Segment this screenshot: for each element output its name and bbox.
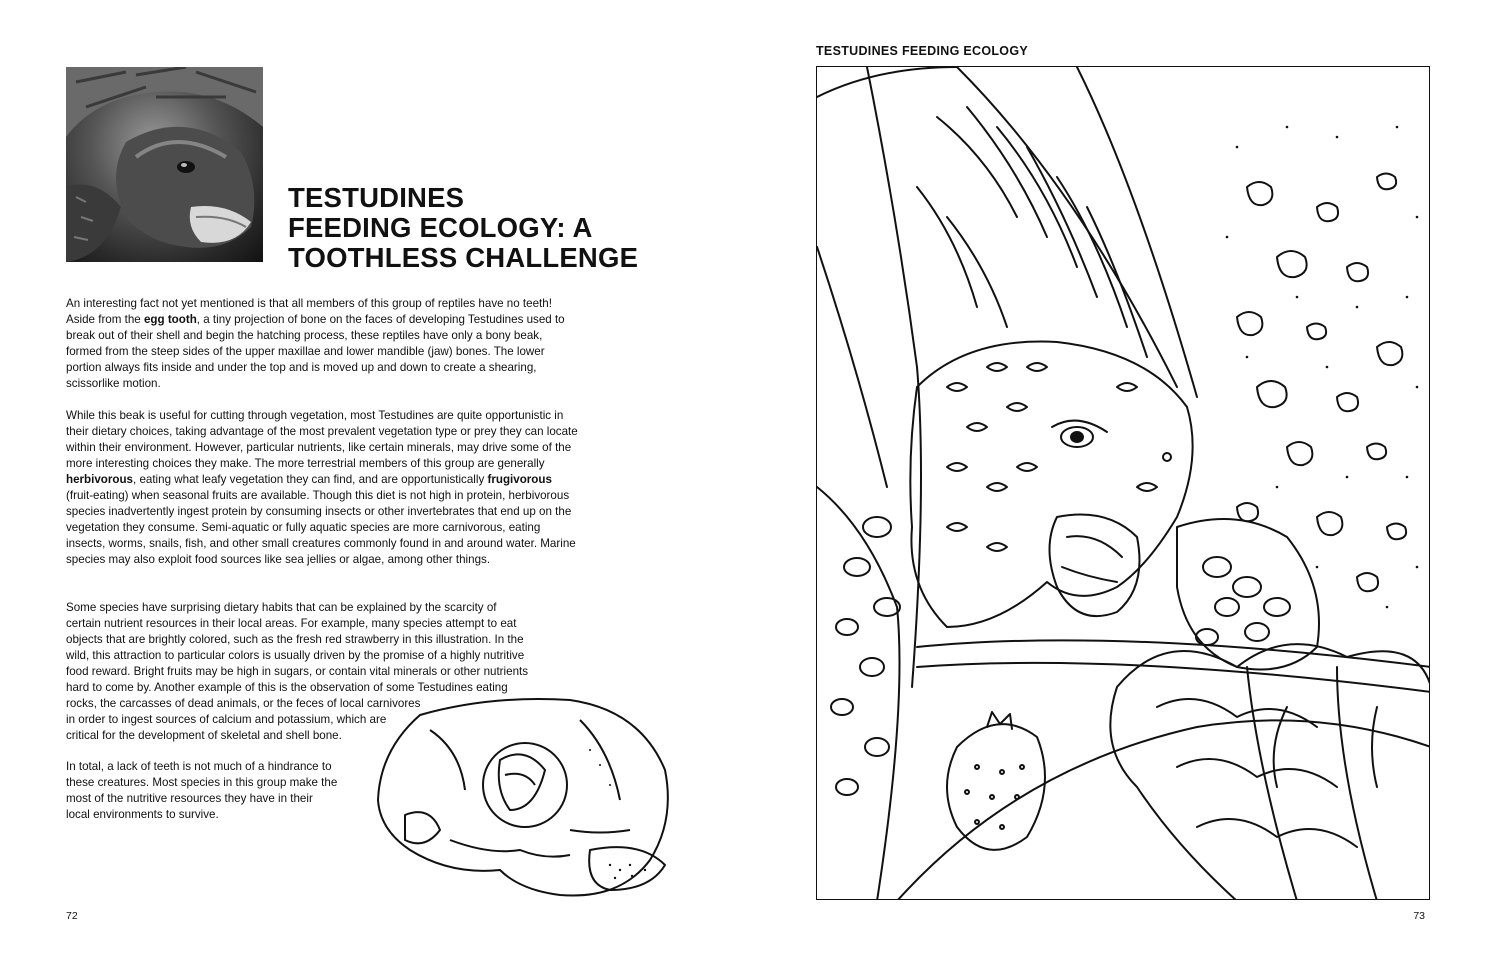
- paragraph-4-line: In total, a lack of teeth is not much of a hindrance to: [66, 760, 332, 773]
- running-head: TESTUDINES FEEDING ECOLOGY: [816, 44, 1028, 58]
- term-herbivorous: herbivorous: [66, 473, 133, 486]
- title-line-2: FEEDING ECOLOGY: A: [288, 212, 593, 243]
- turtle-skull-illustration: [370, 690, 680, 910]
- title-line-1: TESTUDINES: [288, 182, 465, 213]
- paragraph-2-text-c: (fruit-eating) when seasonal fruits are available. Though this diet is not high in protein, herbivorous species inadvertently ingest protein by consuming insects or other invertebrates that end up on the vegetation they consume. Semi-aquatic or fully aquatic species are more carnivorous, eating insects, worms, snails, fish, and other small creatures commonly found in and around water. Marine species may also exploit food sources like sea jellies or algae, among other things.: [66, 489, 576, 566]
- paragraph-4-line: local environments to survive.: [66, 808, 219, 821]
- paragraph-3-line: in order to ingest sources of calcium and potassium, which are: [66, 713, 387, 726]
- paragraph-3-line: objects that are brightly colored, such as the fresh red strawberry in this illustration. In the: [66, 633, 524, 646]
- tortoise-photo: [66, 67, 263, 262]
- paragraph-1-text-a: An interesting fact not yet mentioned is that all members of this group of reptiles have no teeth! Aside from the: [66, 297, 552, 326]
- paragraph-3-line: hard to come by. Another example of this is the observation of some Testudines eating: [66, 681, 508, 694]
- right-page: [750, 0, 1500, 970]
- coloring-illustration: [816, 66, 1430, 900]
- body-text: [66, 296, 581, 584]
- paragraph-3-line: critical for the development of skeletal and shell bone.: [66, 729, 342, 742]
- paragraph-4-line: these creatures. Most species in this group make the: [66, 776, 338, 789]
- page-number-left: 72: [66, 910, 78, 922]
- paragraph-2-text-a: While this beak is useful for cutting through vegetation, most Testudines are quite opportunistic in their dietary choices, taking advantage of the most prevalent vegetation type or prey they can locate within their environment. However, particular nutrients, like certain minerals, may drive some of the more interesting choices they make. The more terrestrial members of this group are generally: [66, 409, 578, 470]
- paragraph-4: [66, 759, 366, 823]
- paragraph-3-line: food reward. Bright fruits may be high in sugars, or contain vital minerals or other nutrients: [66, 665, 529, 678]
- paragraph-4-line: most of the nutritive resources they have in their: [66, 792, 313, 805]
- paragraph-2: [66, 408, 581, 568]
- paragraph-3-line: wild, this attraction to particular colors is usually driven by the promise of a highly nutritive: [66, 649, 525, 662]
- page-number-right: 73: [1413, 910, 1425, 922]
- paragraph-3-line: Some species have surprising dietary habits that can be explained by the scarcity of: [66, 601, 497, 614]
- paragraph-3-line: rocks, the carcasses of dead animals, or the feces of local carnivores: [66, 697, 421, 710]
- chapter-title: [288, 183, 708, 273]
- title-line-3: TOOTHLESS CHALLENGE: [288, 242, 639, 273]
- paragraph-1-text-b: , a tiny projection of bone on the faces of developing Testudines used to break out of their shell and begin the hatching process, these reptiles have only a bony beak, formed from the steep sides of the upper maxillae and lower mandible (jaw) bones. The lower portion always fits inside and under the top and is moved up and down to create a shearing, scissorlike motion.: [66, 313, 565, 390]
- term-frugivorous: frugivorous: [487, 473, 552, 486]
- paragraph-2-text-b: , eating what leafy vegetation they can find, and are opportunistically: [133, 473, 488, 486]
- term-egg-tooth: egg tooth: [143, 313, 197, 326]
- paragraph-3-line: certain nutrient resources in their local areas. For example, many species attempt to eat: [66, 617, 517, 630]
- paragraph-1: [66, 296, 581, 392]
